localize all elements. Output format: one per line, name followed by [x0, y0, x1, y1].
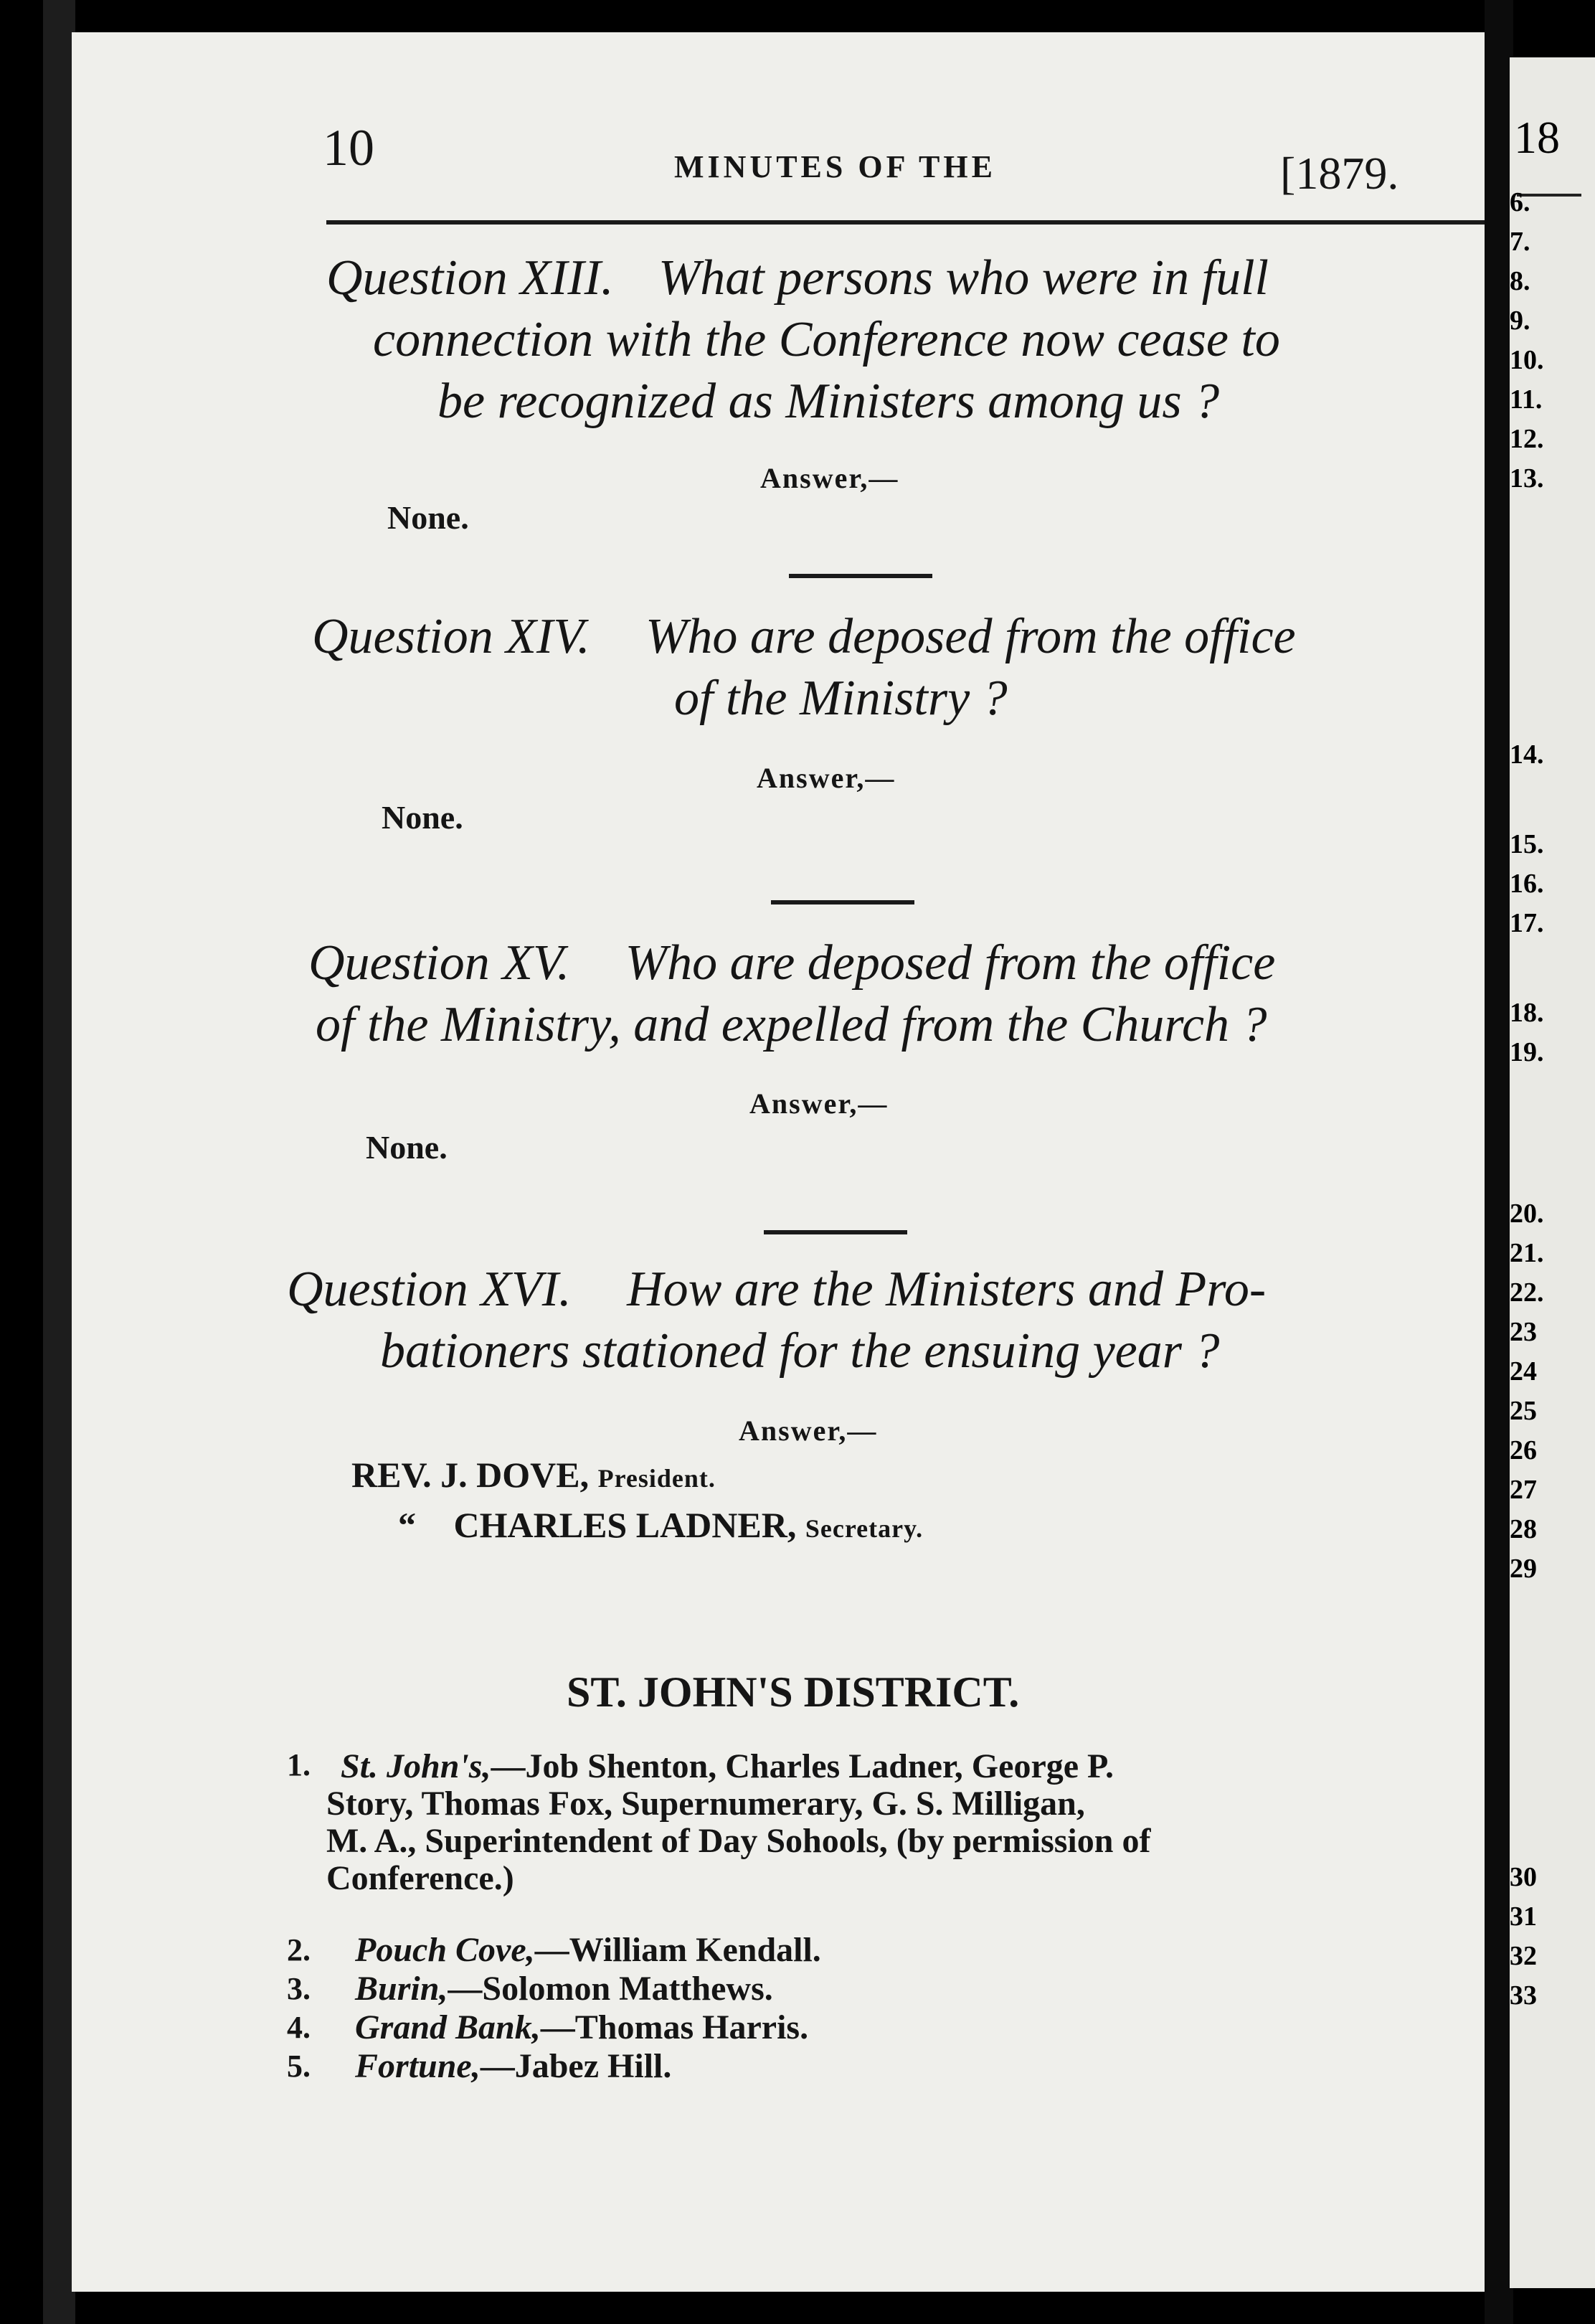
adjacent-line-number: 8.: [1510, 266, 1530, 296]
station-entry: [355, 2048, 671, 2085]
adjacent-line-number: 14.: [1510, 740, 1544, 770]
adjacent-line-number: 6.: [1510, 187, 1530, 217]
question-label: Question XIV.: [312, 609, 590, 664]
adjacent-line-number: 21.: [1510, 1238, 1544, 1268]
question-label: Question XV.: [308, 935, 570, 991]
adjacent-line-number: 25: [1510, 1396, 1537, 1426]
station-entry: [355, 1970, 773, 2008]
answer-label: Answer,—: [760, 462, 899, 494]
secretary-line: [398, 1504, 923, 1546]
adjacent-line-number: 19.: [1510, 1037, 1544, 1067]
adjacent-line-number: 23: [1510, 1317, 1537, 1347]
president-name: REV. J. DOVE,: [351, 1455, 590, 1495]
adjacent-line-number: 30: [1510, 1862, 1537, 1892]
answer-label: Answer,—: [757, 762, 896, 794]
answer-text: None.: [382, 799, 463, 836]
adjacent-line-number: 7.: [1510, 227, 1530, 257]
adjacent-line-number: 16.: [1510, 869, 1544, 899]
adjacent-line-number: 13.: [1510, 463, 1544, 493]
ditto-mark: “: [398, 1505, 416, 1545]
station-text: M. A., Superintendent of Day Sohools, (by permission of: [326, 1822, 1151, 1860]
answer-text: None.: [387, 499, 469, 536]
running-head: MINUTES OF THE: [674, 149, 996, 184]
station-text: Story, Thomas Fox, Supernumerary, G. S. Milligan,: [326, 1785, 1085, 1823]
page-gutter: [1485, 0, 1513, 2324]
question-text: What persons who were in full: [658, 250, 1269, 306]
adjacent-page-number: 18: [1514, 112, 1560, 163]
section-rule: [789, 574, 932, 578]
question-15: [308, 932, 1275, 994]
adjacent-line-number: 15.: [1510, 829, 1544, 859]
section-rule: [771, 900, 914, 904]
section-rule: [764, 1230, 907, 1234]
question-label: Question XIII.: [326, 250, 614, 306]
question-16: [287, 1259, 1266, 1321]
adjacent-line-number: 26: [1510, 1435, 1537, 1465]
adjacent-line-number: 20.: [1510, 1199, 1544, 1229]
adjacent-line-number: 24: [1510, 1356, 1537, 1387]
adjacent-line-number: 17.: [1510, 908, 1544, 938]
station-place: Grand Bank,: [355, 2008, 541, 2046]
adjacent-line-number: 12.: [1510, 424, 1544, 454]
header-rule: [326, 220, 1499, 225]
station-place: St. John's,: [341, 1747, 491, 1785]
book-spine: [43, 0, 75, 2324]
answer-label: Answer,—: [749, 1087, 889, 1120]
president-line: [351, 1454, 716, 1496]
station-place: Burin,: [355, 1970, 448, 2008]
district-heading: ST. JOHN'S DISTRICT.: [567, 1668, 1020, 1716]
secretary-name: CHARLES LADNER,: [453, 1505, 797, 1545]
adjacent-line-number: 33: [1510, 1980, 1537, 2011]
station-entry: [355, 2009, 808, 2046]
question-text: of the Ministry, and expelled from the Church ?: [316, 997, 1267, 1052]
book-page: [72, 32, 1499, 2292]
question-text: Who are deposed from the office: [625, 935, 1276, 991]
adjacent-line-number: 10.: [1510, 345, 1544, 375]
station-place: Pouch Cove,: [355, 1931, 535, 1969]
question-text: How are the Ministers and Pro-: [627, 1262, 1267, 1317]
question-text: Who are deposed from the office: [645, 609, 1296, 664]
station-text: Conference.): [326, 1859, 514, 1897]
adjacent-line-number: 9.: [1510, 306, 1530, 336]
president-title: President.: [597, 1464, 716, 1493]
station-text: —Solomon Matthews.: [448, 1970, 773, 2008]
station-number: 1.: [287, 1747, 311, 1782]
station-text: —Job Shenton, Charles Ladner, George P.: [491, 1747, 1114, 1785]
answer-label: Answer,—: [739, 1414, 878, 1447]
station-text: —Thomas Harris.: [540, 2008, 809, 2046]
answer-text: None.: [366, 1129, 448, 1166]
adjacent-line-number: 29: [1510, 1554, 1537, 1584]
adjacent-line-number: 11.: [1510, 384, 1543, 415]
station-number: 3.: [287, 1971, 311, 2006]
adjacent-line-number: 18.: [1510, 998, 1544, 1028]
question-text: of the Ministry ?: [674, 671, 1008, 726]
question-text: connection with the Conference now cease to: [373, 312, 1280, 367]
year: [1879.: [1280, 148, 1399, 199]
station-number: 5.: [287, 2049, 311, 2084]
station-number: 2.: [287, 1932, 311, 1968]
question-text: bationers stationed for the ensuing year ?: [380, 1323, 1220, 1379]
question-13: [326, 247, 1269, 309]
station-number: 4.: [287, 2010, 311, 2045]
question-14: [312, 606, 1296, 668]
station-text: —Jabez Hill.: [480, 2047, 672, 2085]
adjacent-line-number: 28: [1510, 1514, 1537, 1544]
adjacent-line-number: 31: [1510, 1902, 1537, 1932]
question-text: be recognized as Ministers among us ?: [437, 374, 1220, 429]
page-number: 10: [323, 119, 374, 176]
adjacent-line-number: 22.: [1510, 1277, 1544, 1308]
adjacent-page: [1510, 57, 1595, 2288]
station-entry: [355, 1932, 821, 1969]
station-text: —William Kendall.: [534, 1931, 821, 1969]
station-entry: [341, 1748, 1114, 1785]
adjacent-line-number: 32: [1510, 1941, 1537, 1971]
adjacent-line-number: 27: [1510, 1475, 1537, 1505]
question-label: Question XVI.: [287, 1262, 572, 1317]
station-place: Fortune,: [355, 2047, 481, 2085]
secretary-title: Secretary.: [805, 1514, 924, 1543]
